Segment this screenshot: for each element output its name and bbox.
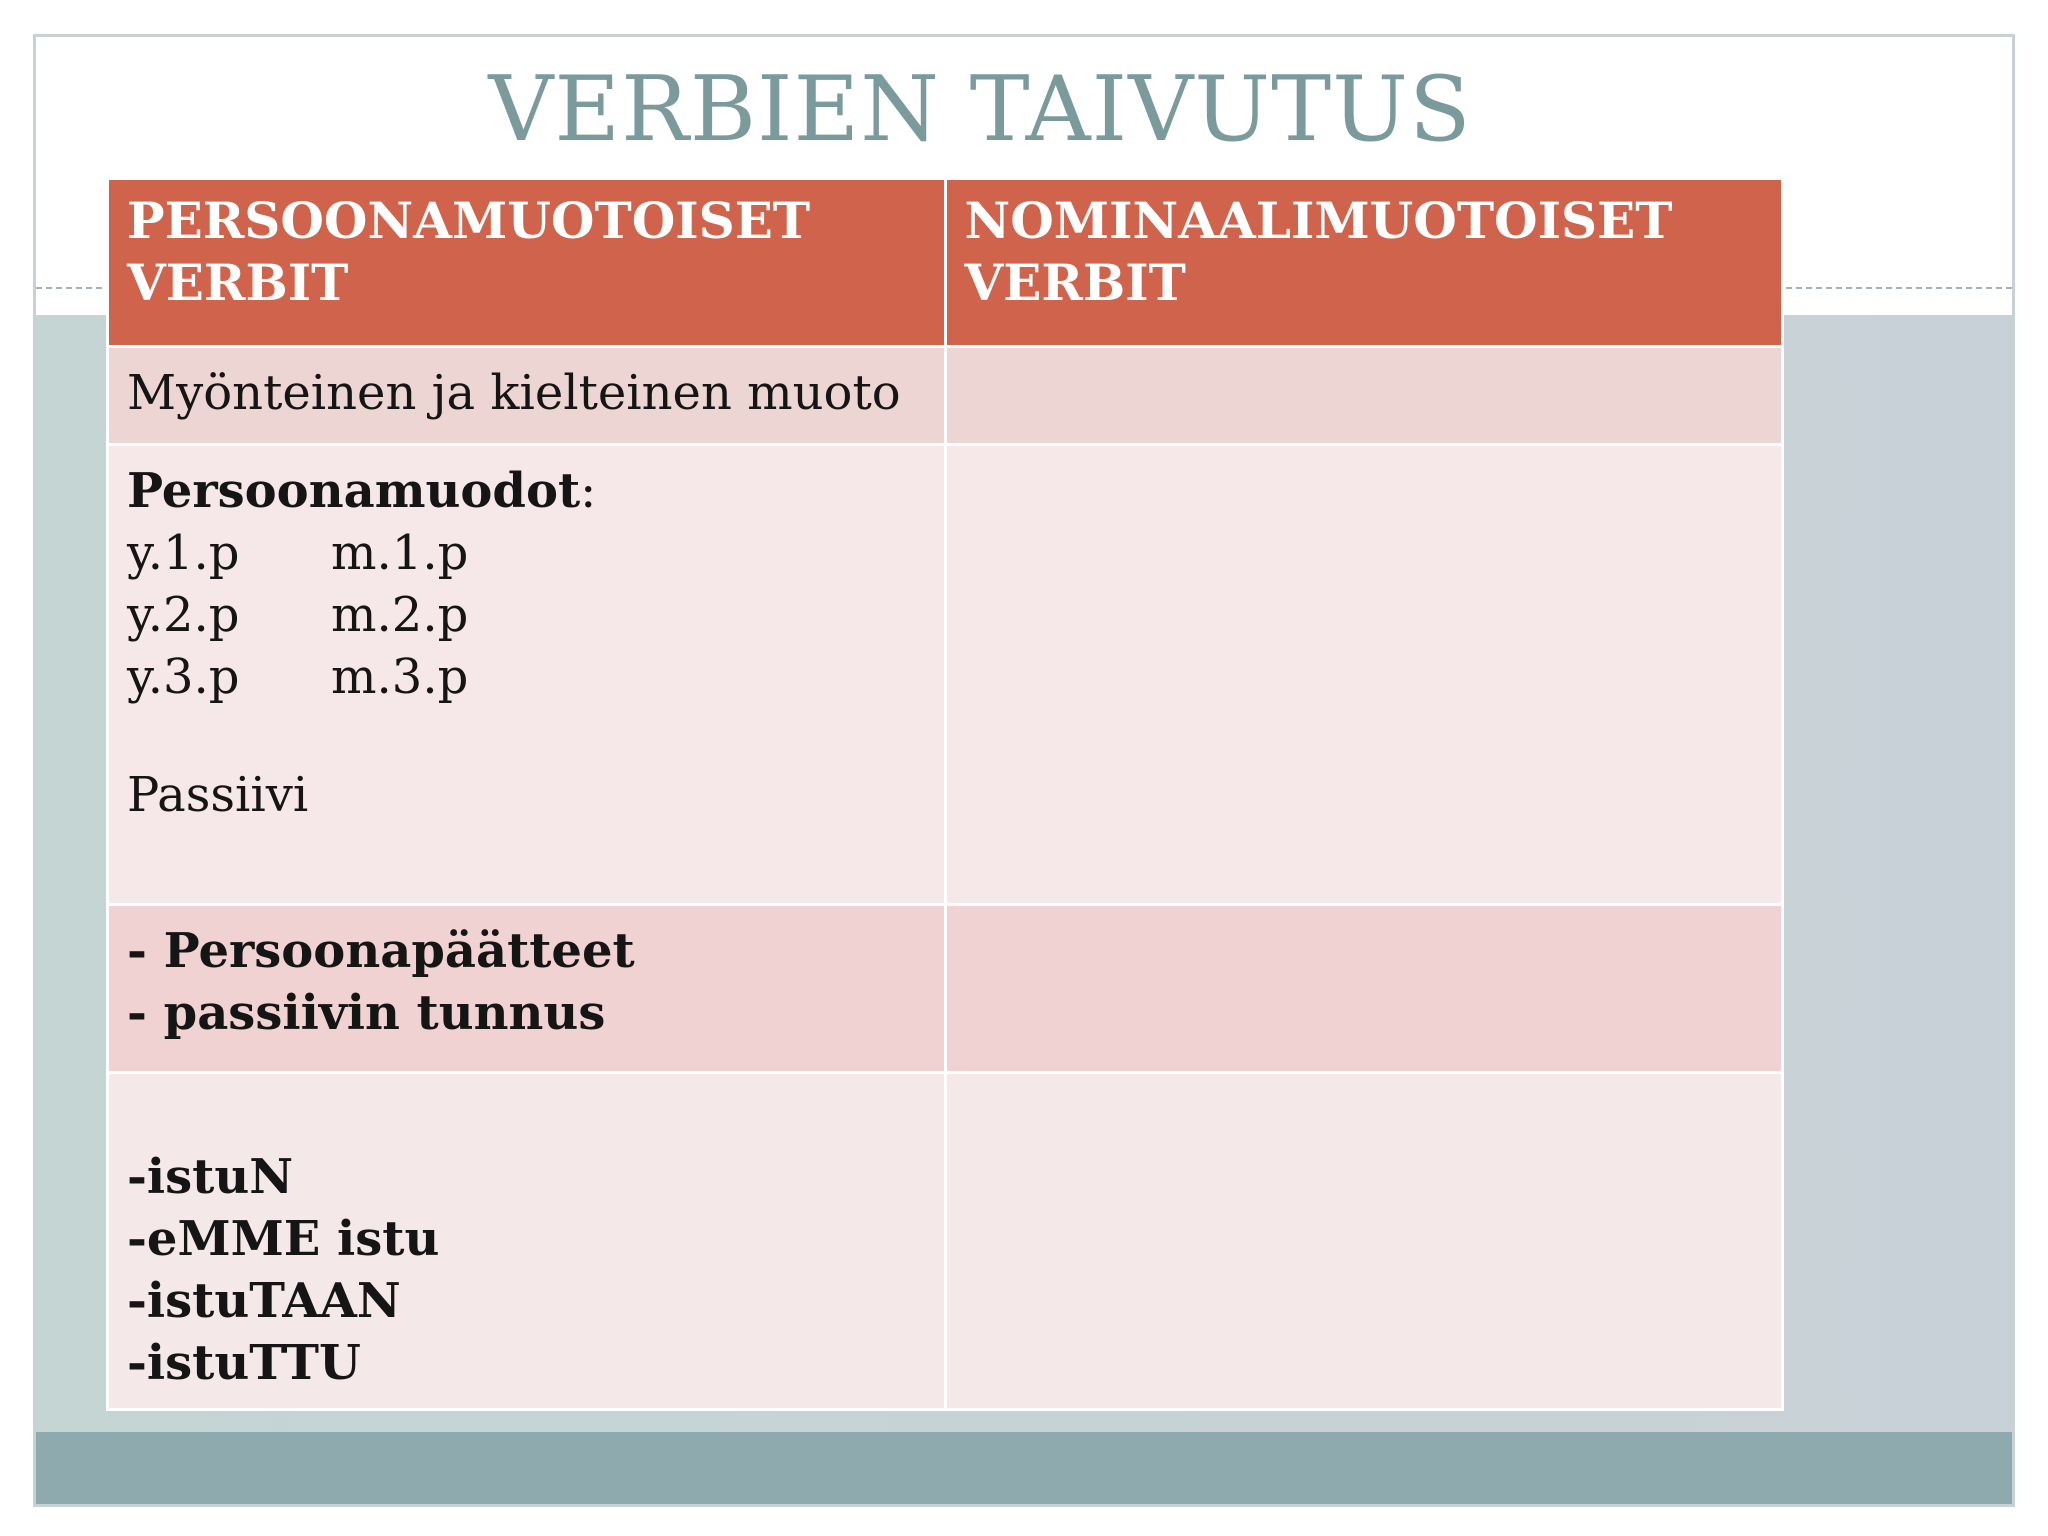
verb-table bbox=[106, 177, 1784, 1411]
cell-empty bbox=[945, 445, 1783, 905]
header-col2-line1: NOMINAALIMUOTOISET bbox=[964, 191, 1673, 250]
example-line: -istuN bbox=[127, 1149, 294, 1205]
table-row bbox=[108, 445, 1783, 905]
cell-empty bbox=[945, 905, 1783, 1073]
cell-empty bbox=[945, 347, 1783, 445]
slide-title: VERBIEN TAIVUTUS bbox=[488, 57, 1472, 162]
cell-examples bbox=[108, 1073, 946, 1410]
header-persoonamuotoiset bbox=[108, 179, 946, 347]
person-form-row: y.1.p m.1.p bbox=[127, 525, 469, 581]
passive-label: Passiivi bbox=[127, 767, 309, 823]
example-line: -istuTTU bbox=[127, 1335, 361, 1391]
cell-endings bbox=[108, 905, 946, 1073]
cell-person-forms bbox=[108, 445, 946, 905]
example-line: -istuTAAN bbox=[127, 1273, 401, 1329]
affirmative-negative-text: Myönteinen ja kielteinen muoto bbox=[127, 365, 901, 421]
person-form-row: y.2.p m.2.p bbox=[127, 587, 469, 643]
table-row bbox=[108, 905, 1783, 1073]
bottom-bar bbox=[36, 1432, 2012, 1504]
person-form-row: y.3.p m.3.p bbox=[127, 649, 469, 705]
table-row bbox=[108, 1073, 1783, 1410]
cell-affirmative-negative bbox=[108, 347, 946, 445]
endings-line: - passiivin tunnus bbox=[127, 985, 606, 1041]
endings-line: - Persoonapäätteet bbox=[127, 923, 635, 979]
spacer bbox=[127, 708, 926, 764]
example-line: -eMME istu bbox=[127, 1211, 440, 1267]
person-forms-heading: Persoonamuodot: bbox=[127, 463, 597, 519]
slide bbox=[33, 34, 2015, 1507]
cell-empty bbox=[945, 1073, 1783, 1410]
header-col1-line2: VERBIT bbox=[127, 253, 349, 312]
table-row bbox=[108, 347, 1783, 445]
header-col2-line2: VERBIT bbox=[964, 253, 1186, 312]
header-row bbox=[108, 179, 1783, 347]
header-nominaalimuotoiset bbox=[945, 179, 1783, 347]
header-col1-line1: PERSOONAMUOTOISET bbox=[127, 191, 811, 250]
